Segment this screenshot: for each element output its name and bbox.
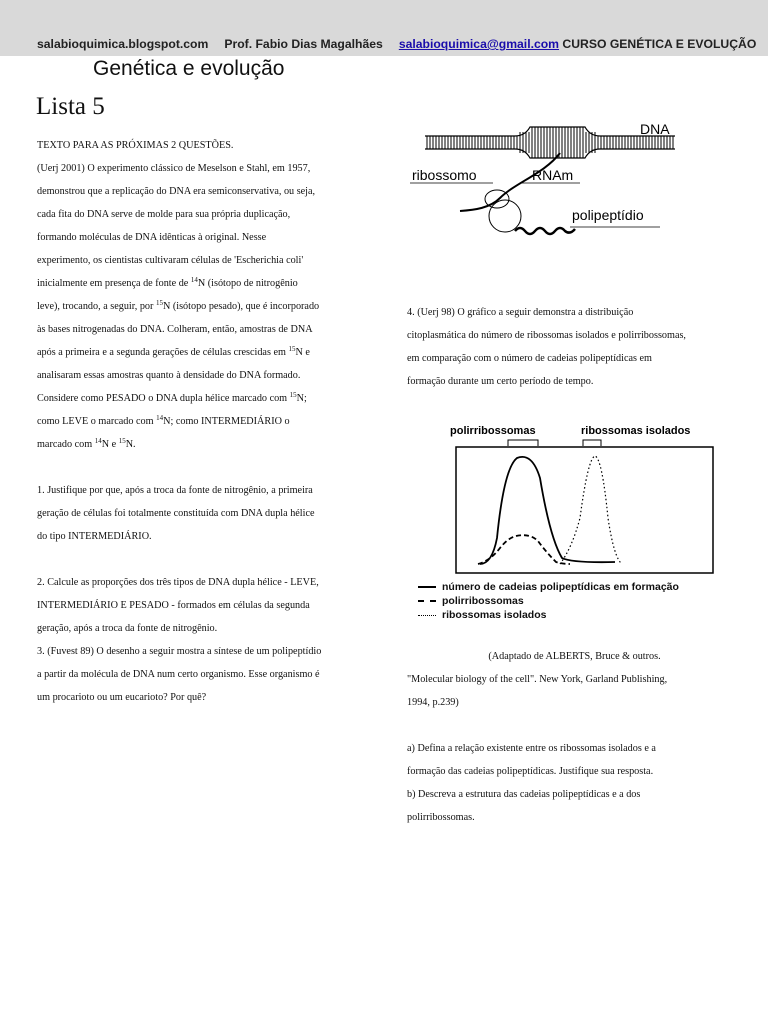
question-2-line: 2. Calcule as proporções dos três tipos de DNA dupla hélice - LEVE, — [37, 577, 319, 588]
legend-item: ribossomas isolados — [418, 608, 738, 622]
intro-line: formando moléculas de DNA idênticas à original. Nesse — [37, 232, 267, 243]
intro-line: às bases nitrogenadas do DNA. Colheram, então, amostras de DNA — [37, 324, 313, 335]
subject-title: Genética e evolução — [93, 57, 285, 80]
question-4-items — [407, 737, 742, 829]
question-2-line: INTERMEDIÁRIO E PESADO - formados em células da segunda — [37, 600, 310, 611]
question-4a-line: a) Defina a relação existente entre os ribossomas isolados e a — [407, 743, 656, 754]
rnam-label: RNAm — [532, 167, 574, 183]
intro-line: marcado com $^{14}$N e $^{15}$N. — [37, 437, 136, 450]
graph-legend — [418, 580, 738, 622]
graph-label-ribossomas-isolados: ribossomas isolados — [581, 425, 691, 437]
question-4-line: 4. (Uerj 98) O gráfico a seguir demonstra a distribuição — [407, 307, 634, 318]
reference — [407, 645, 742, 714]
question-3-line: 3. (Fuvest 89) O desenho a seguir mostra a síntese de um polipeptídio — [37, 646, 322, 657]
intro-line: Considere como PESADO o DNA dupla hélice marcado com $^{15}$N; — [37, 391, 307, 404]
question-1-line: 1. Justifique por que, após a troca da fonte de nitrogênio, a primeira — [37, 485, 313, 496]
ribossomo-label: ribossomo — [412, 167, 477, 183]
intro-line: inicialmente em presença de fonte de $^{14}$N (isótopo de nitrogênio — [37, 276, 298, 289]
dna-label: DNA — [640, 121, 670, 137]
question-4b-line: polirribossomas. — [407, 812, 475, 823]
question-1-line: geração de células foi totalmente constituída com DNA dupla hélice — [37, 508, 315, 519]
question-3-line: a partir da molécula de DNA num certo organismo. Esse organismo é — [37, 669, 320, 680]
question-2-line: geração, após a troca da fonte de nitrogênio. — [37, 623, 218, 634]
question-4a-line: formação das cadeias polipeptídicas. Justifique sua resposta. — [407, 766, 654, 777]
intro-line: cada fita do DNA serve de molde para sua própria duplicação, — [37, 209, 291, 220]
legend-solid-line — [418, 586, 436, 588]
legend-item: número de cadeias polipeptídicas em formação — [418, 580, 738, 594]
page-header — [37, 37, 757, 51]
intro-line: analisaram essas amostras quanto à densidade do DNA formado. — [37, 370, 301, 381]
site-name: salabioquimica.blogspot.com — [37, 37, 209, 51]
intro-line: experimento, os cientistas cultivaram células de 'Escherichia coli' — [37, 255, 304, 266]
intro-line: leve), trocando, a seguir, por $^{15}$N (isótopo pesado), que é incorporado — [37, 299, 320, 312]
intro-line: (Uerj 2001) O experimento clássico de Meselson e Stahl, em 1957, — [37, 163, 311, 174]
legend-dotted-line — [418, 615, 436, 616]
intro-heading: TEXTO PARA AS PRÓXIMAS 2 QUESTÕES. — [37, 140, 234, 151]
reference-line: "Molecular biology of the cell". New York, Garland Publishing, — [407, 674, 668, 685]
left-column — [37, 134, 367, 709]
graph-label-polirribossomas: polirribossomas — [450, 425, 536, 437]
question-4-line: em comparação com o número de cadeias polipeptídicas em — [407, 353, 652, 364]
reference-line: 1994, p.239) — [407, 697, 459, 708]
question-4 — [407, 301, 742, 393]
intro-line: após a primeira e a segunda gerações de células crescidas em $^{15}$N e — [37, 345, 310, 358]
question-4-line: citoplasmática do número de ribossomas isolados e polirribossomas, — [407, 330, 686, 341]
reference-line: (Adaptado de ALBERTS, Bruce & outros. — [488, 651, 661, 662]
question-4-line: formação durante um certo período de tempo. — [407, 376, 594, 387]
question-3-line: um procarioto ou um eucarioto? Por quê? — [37, 692, 207, 703]
question-4b-line: b) Descreva a estrutura das cadeias polipeptídicas e a dos — [407, 789, 641, 800]
question-1-line: do tipo INTERMEDIÁRIO. — [37, 531, 152, 542]
course-name: CURSO GENÉTICA E EVOLUÇÃO — [562, 37, 757, 51]
intro-line: como LEVE o marcado com $^{14}$N; como INTERMEDIÁRIO o — [37, 414, 290, 427]
professor-name: Prof. Fabio Dias Magalhães — [224, 37, 383, 51]
intro-line: demonstrou que a replicação do DNA era semiconservativa, ou seja, — [37, 186, 316, 197]
email-link[interactable]: salabioquimica@gmail.com — [398, 37, 560, 51]
legend-dashed-line — [418, 600, 436, 602]
dna-translation-diagram — [405, 113, 685, 243]
polipeptidio-label: polipeptídio — [572, 207, 644, 223]
legend-item: polirribossomas — [418, 594, 738, 608]
list-title: Lista 5 — [36, 93, 105, 120]
